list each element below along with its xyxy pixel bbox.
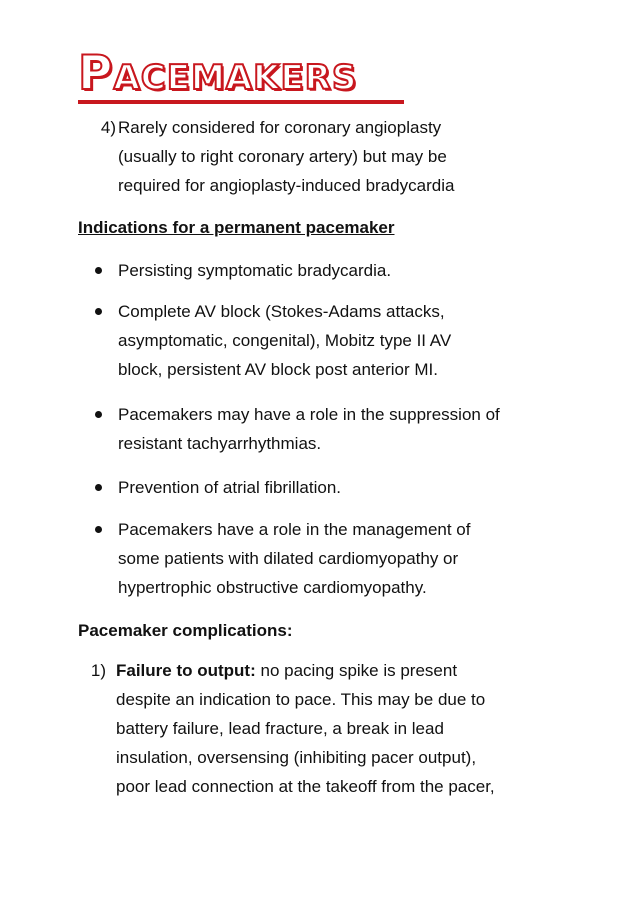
text-line: (usually to right coronary artery) but may be (118, 147, 447, 166)
text-line: Complete AV block (Stokes-Adams attacks, (118, 302, 445, 321)
item-body (116, 656, 596, 801)
text-line: poor lead connection at the takeoff from the pacer, (116, 777, 495, 796)
bold-term: Failure to output: (116, 661, 256, 680)
bullet-body (118, 297, 588, 384)
text-line: Rarely considered for coronary angioplasty (118, 118, 442, 137)
bullet-dot (95, 526, 102, 533)
text-line: Prevention of atrial fibrillation. (118, 478, 342, 497)
text-line: battery failure, lead fracture, a break in lead (116, 719, 444, 738)
text-line: block, persistent AV block post anterior MI. (118, 360, 438, 379)
text-line: asymptomatic, congenital), Mobitz type II AV (118, 331, 452, 350)
text-line: required for angioplasty-induced bradycardia (118, 176, 455, 195)
text-line: resistant tachyarrhythmias. (118, 434, 322, 453)
section-heading-complications: Pacemaker complications: (78, 621, 293, 640)
page-title: PACEMAKERS (78, 46, 358, 101)
bullet-dot (95, 267, 102, 274)
bullet-dot (95, 308, 102, 315)
bullet-body (118, 515, 588, 602)
item-number: 4) (100, 118, 116, 137)
text-line: Pacemakers have a role in the management of (118, 520, 471, 539)
section-heading-indications: Indications for a permanent pacemaker (78, 218, 395, 237)
bullet-body (118, 400, 588, 458)
text-line: hypertrophic obstructive cardiomyopathy. (118, 578, 427, 597)
title-block (78, 46, 404, 104)
bullet-dot (95, 411, 102, 418)
text-line: insulation, oversensing (inhibiting pacer output), (116, 748, 477, 767)
text-line: Failure to output: no pacing spike is present (116, 661, 458, 680)
bullet-body (118, 256, 588, 285)
bullet-body (118, 473, 588, 502)
text-line: Pacemakers may have a role in the suppression of (118, 405, 500, 424)
title-underline (78, 100, 404, 104)
bullet-dot (95, 484, 102, 491)
item-number: 1) (90, 661, 106, 680)
item-body (118, 113, 558, 200)
text-line: some patients with dilated cardiomyopathy or (118, 549, 459, 568)
text-line: despite an indication to pace. This may be due to (116, 690, 486, 709)
text-line: Persisting symptomatic bradycardia. (118, 261, 392, 280)
